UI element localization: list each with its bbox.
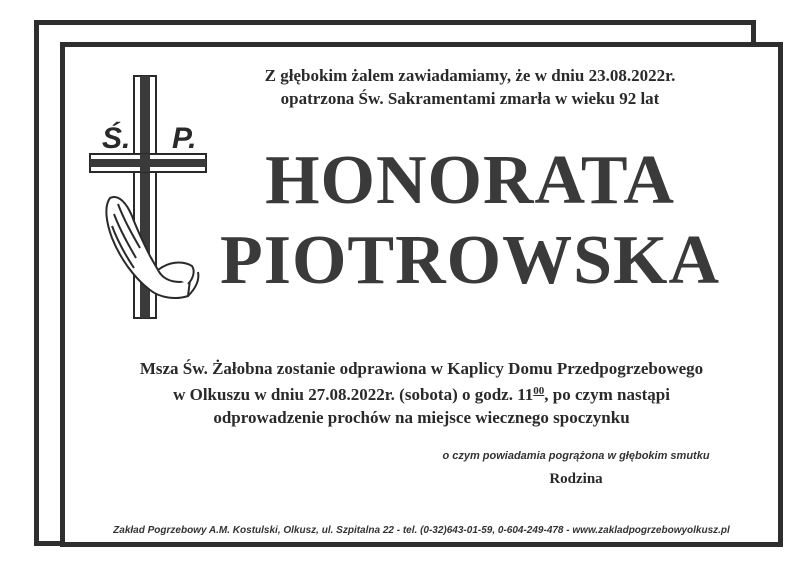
funeral-home-footer: Zakład Pogrzebowy A.M. Kostulski, Olkusz, ul. Szpitalna 22 - tel. (0-32)643-01-59, 0-604-249-478 - www.zakladpogrzebowyolkusz.pl	[113, 525, 730, 536]
deceased-last-name: PIOTROWSKA	[219, 222, 721, 299]
sp-p: P.	[172, 122, 197, 155]
mass-line-2	[60, 380, 783, 406]
mass-line-2-start: w Olkuszu w dniu 27.08.2022r. (sobota) o godz. 11	[173, 385, 534, 404]
mass-time-minutes: 00	[533, 385, 545, 397]
mass-text	[60, 357, 783, 429]
deceased-first-name: HONORATA	[265, 142, 675, 219]
mass-line-2-end: , po czym nastąpi	[544, 385, 670, 404]
intro-line-2: opatrzona Św. Sakramentami zmarła w wieku 92 lat	[280, 89, 660, 108]
family-signature: Rodzina	[549, 471, 603, 487]
intro-line-1: Z głębokim żalem zawiadamiamy, że w dniu 23.08.2022r.	[264, 66, 676, 85]
mass-line-3: odprowadzenie prochów na miejsce wiecznego spoczynku	[213, 408, 630, 427]
intro-text	[200, 64, 740, 110]
mass-line-1: Msza Św. Żałobna zostanie odprawiona w Kaplicy Domu Przedpogrzebowego	[139, 359, 704, 378]
sp-s: Ś.	[102, 122, 131, 155]
notice-text: o czym powiadamia pogrążona w głębokim smutku	[442, 450, 710, 462]
